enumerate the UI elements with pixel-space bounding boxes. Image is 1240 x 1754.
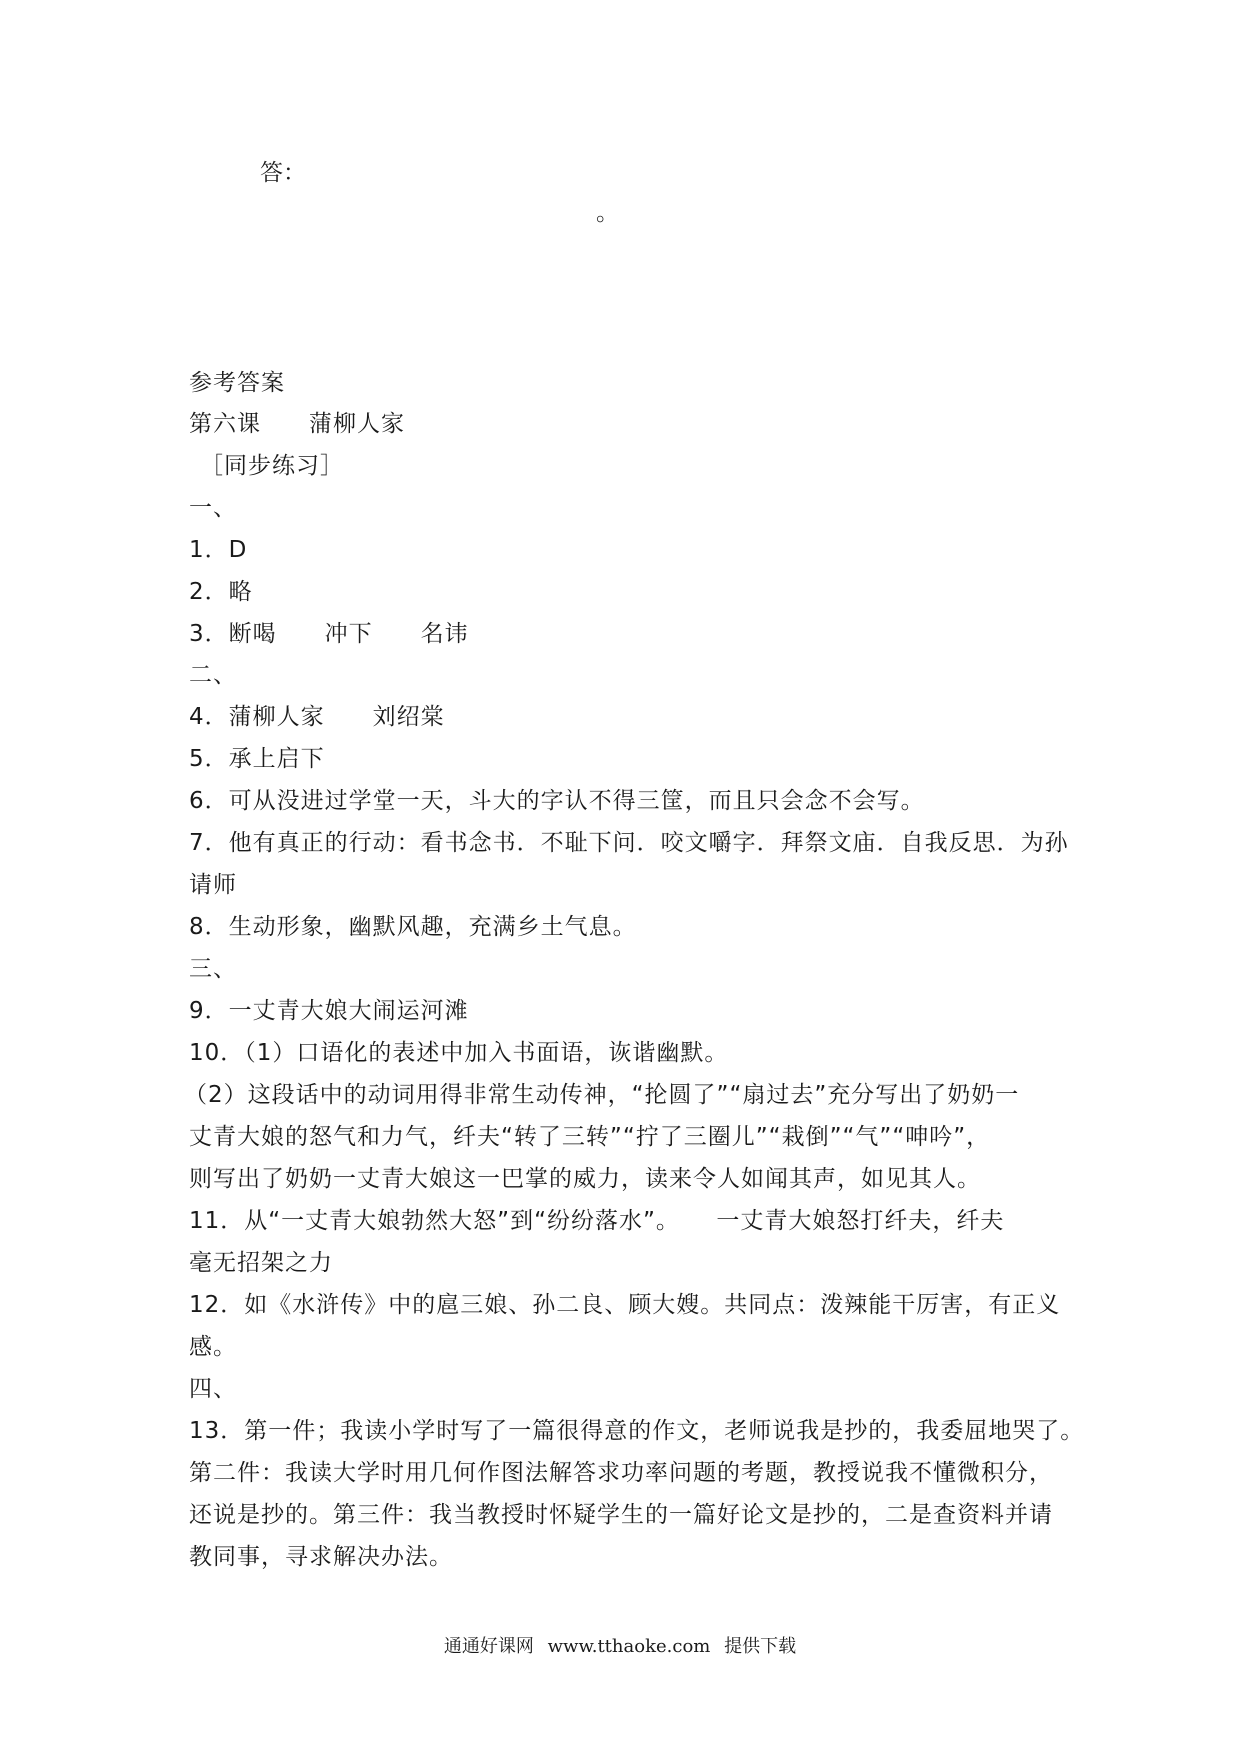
answer-line: 1．D (189, 537, 248, 563)
answer-line: （2）这段话中的动词用得非常生动传神，“抡圆了”“扇过去”充分写出了奶奶一 (184, 1082, 1020, 1108)
answer-period: 。 (596, 200, 619, 226)
footer-url[interactable]: www.tthaoke.com (547, 1636, 711, 1657)
part-heading-4: 四、 (189, 1376, 237, 1402)
answer-line: 9．一丈青大娘大闹运河滩 (189, 998, 469, 1024)
answer-line: 4．蒲柳人家 刘绍棠 (189, 704, 445, 730)
answer-line: 教同事，寻求解决办法。 (189, 1544, 453, 1570)
answer-line: 2．略 (189, 579, 253, 605)
part-heading-3: 三、 (189, 956, 237, 982)
answer-line: 第二件：我读大学时用几何作图法解答求功率问题的考题，教授说我不懂微积分， (189, 1460, 1053, 1486)
answer-line: 感。 (189, 1334, 237, 1360)
answer-line: 11．从“一丈青大娘勃然大怒”到“纷纷落水”。 一丈青大娘怒打纤夫，纤夫 (189, 1208, 1005, 1234)
answer-line: 请师 (189, 872, 237, 898)
answer-line: 13．第一件；我读小学时写了一篇很得意的作文，老师说我是抄的，我委屈地哭了。 (189, 1418, 1085, 1444)
page-footer (0, 1634, 1240, 1660)
answer-line: 则写出了奶奶一丈青大娘这一巴掌的威力，读来令人如闻其声，如见其人。 (189, 1166, 981, 1192)
answer-line: 毫无招架之力 (189, 1250, 333, 1276)
footer-suffix: 提供下载 (724, 1636, 797, 1657)
answer-line: 8．生动形象，幽默风趣，充满乡土气息。 (189, 914, 637, 940)
answer-line: 10．（1）口语化的表述中加入书面语，诙谐幽默。 (189, 1040, 729, 1066)
answer-label: 答： (260, 160, 306, 186)
answer-line: 丈青大娘的怒气和力气，纤夫“转了三转”“拧了三圈儿”“栽倒”“气”“呻吟”， (189, 1124, 991, 1150)
practice-heading: ［同步练习］ (200, 453, 344, 479)
answer-line: 12．如《水浒传》中的扈三娘、孙二良、顾大嫂。共同点：泼辣能干厉害，有正义 (189, 1292, 1061, 1318)
answer-line: 3．断喝 冲下 名讳 (189, 621, 469, 647)
answer-line: 还说是抄的。第三件：我当教授时怀疑学生的一篇好论文是抄的，二是查资料并请 (189, 1502, 1053, 1528)
answer-line: 5．承上启下 (189, 746, 325, 772)
lesson-title: 第六课 蒲柳人家 (189, 411, 405, 437)
answer-line: 6．可从没进过学堂一天，斗大的字认不得三筐，而且只会念不会写。 (189, 788, 925, 814)
footer-site-name: 通通好课网 (443, 1636, 534, 1657)
part-heading-1: 一、 (189, 495, 237, 521)
part-heading-2: 二、 (189, 662, 237, 688)
section-title-reference-answers: 参考答案 (189, 370, 285, 396)
answer-line: 7．他有真正的行动：看书念书．不耻下问．咬文嚼字．拜祭文庙．自我反思．为孙 (189, 830, 1069, 856)
